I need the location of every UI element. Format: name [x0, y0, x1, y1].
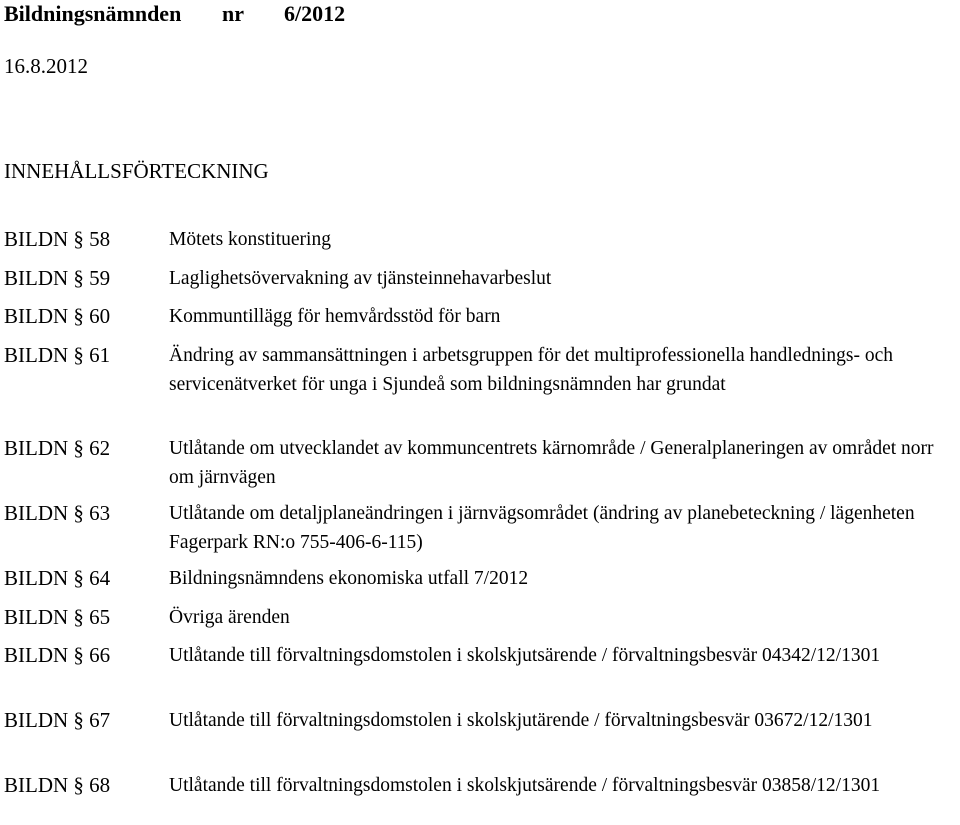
entry-code: BILDN § 68 — [4, 773, 111, 797]
entry-code: BILDN § 65 — [4, 605, 111, 629]
meeting-number-label: nr — [222, 1, 244, 26]
entry-text: Utlåtande om utvecklandet av kommuncentrets kärnområde / Generalplaneringen av området norr om järnvägen — [169, 438, 934, 488]
meeting-number: 6/2012 — [284, 1, 346, 26]
entry-code: BILDN § 66 — [4, 643, 111, 667]
entry-code: BILDN § 58 — [4, 227, 111, 251]
entry-text: Mötets konstituering — [169, 229, 331, 250]
entry-text: Bildningsnämndens ekonomiska utfall 7/2012 — [169, 568, 529, 589]
entry-code: BILDN § 63 — [4, 501, 111, 525]
entry-code: BILDN § 59 — [4, 266, 111, 290]
entry-text: Kommuntillägg för hemvårdsstöd för barn — [169, 306, 501, 327]
entry-text: Laglighetsövervakning av tjänsteinnehavarbeslut — [169, 268, 552, 289]
meeting-date: 16.8.2012 — [4, 54, 88, 78]
entry-code: BILDN § 62 — [4, 436, 111, 460]
entry-text: Ändring av sammansättningen i arbetsgruppen för det multiprofessionella handlednings- och servicenätverket för unga i Sjundeå som bildningsnämnden har grundat — [169, 345, 894, 395]
entry-code: BILDN § 61 — [4, 343, 111, 367]
toc-title: INNEHÅLLSFÖRTECKNING — [4, 159, 269, 183]
entry-text: Utlåtande till förvaltningsdomstolen i skolskjutsärende / förvaltningsbesvär 03858/12/1301 — [169, 775, 881, 796]
document-header — [4, 0, 345, 28]
entry-text: Utlåtande till förvaltningsdomstolen i skolskjutsärende / förvaltningsbesvär 04342/12/1301 — [169, 645, 881, 666]
entry-code: BILDN § 64 — [4, 566, 111, 590]
board-name: Bildningsnämnden — [4, 1, 182, 26]
entry-text: Utlåtande om detaljplaneändringen i järnvägsområdet (ändring av planebeteckning / lägenheten Fagerpark RN:o 755-406-6-115) — [169, 503, 915, 553]
entry-text: Övriga ärenden — [169, 607, 290, 628]
entry-code: BILDN § 60 — [4, 304, 111, 328]
entry-code: BILDN § 67 — [4, 708, 111, 732]
entry-text: Utlåtande till förvaltningsdomstolen i skolskjutärende / förvaltningsbesvär 03672/12/1301 — [169, 710, 873, 731]
